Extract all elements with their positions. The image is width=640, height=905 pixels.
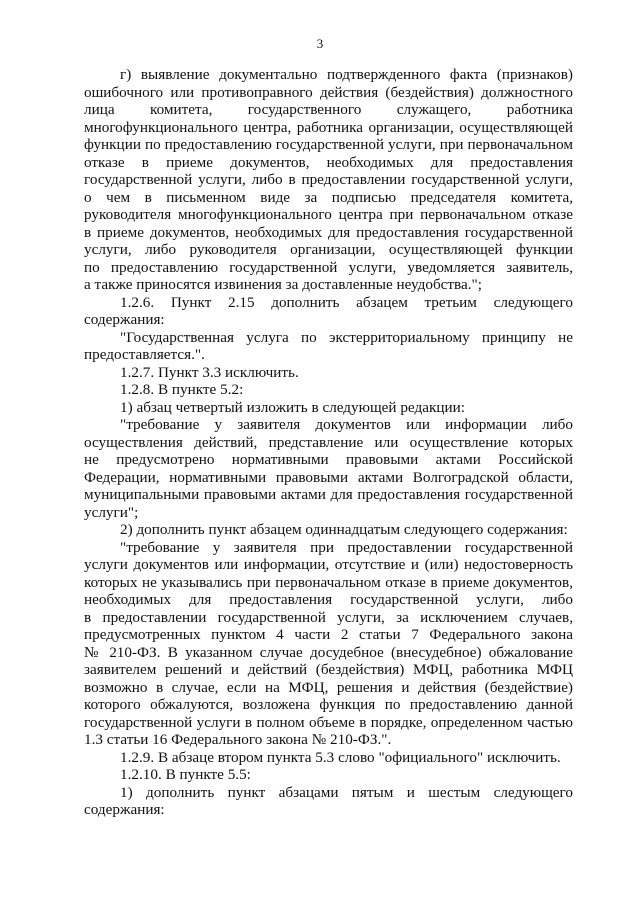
text-line: которого обжалуются, возложена функция по предоставлению данной <box>84 696 573 713</box>
text-line: 1) дополнить пункт абзацами пятым и шестым следующего <box>120 783 573 801</box>
text-line: необходимых для предоставления государственной услуги, либо <box>84 591 573 608</box>
text-line: услуги документов или информации, отсутствие и (или) недостоверность <box>84 556 573 573</box>
text-line: предоставляется.". <box>84 346 205 363</box>
text-line: содержания: <box>84 311 165 328</box>
text-line: 1) абзац четвертый изложить в следующей редакции: <box>120 398 465 416</box>
text-line: ошибочного или противоправного действия (бездействия) должностного <box>84 83 573 101</box>
document-body <box>84 66 573 819</box>
text-line: о чем в письменном виде за подписью председателя комитета, <box>84 188 573 206</box>
text-line: в предоставлении государственной услуги, за исключением случаев, <box>84 608 573 626</box>
text-line: 1.2.8. В пункте 5.2: <box>120 381 244 398</box>
text-line: г) выявление документально подтвержденного факта (признаков) <box>120 66 573 83</box>
text-line: которых не указывались при первоначальном отказе в приеме документов, <box>84 573 573 591</box>
text-line: 1.3 статьи 16 Федерального закона № 210-ФЗ.". <box>84 731 392 748</box>
page-number: 3 <box>316 36 324 51</box>
text-line: Федерации, нормативными правовыми актами Волгоградской области, <box>84 468 573 486</box>
text-line: многофункционального центра, работника организации, осуществляющей <box>84 118 573 136</box>
text-line: лица комитета, государственного служащего, работника <box>84 101 573 118</box>
text-line: государственной услуги, либо в предоставлении государственной услуги, <box>84 171 573 188</box>
text-line: "требование у заявителя при предоставлении государственной <box>120 538 573 556</box>
text-line: содержания: <box>84 801 165 818</box>
text-line: услуги"; <box>84 503 139 521</box>
text-line: государственной услуги в полном объеме в порядке, определенном частью <box>84 713 573 731</box>
text-line: 1.2.9. В абзаце втором пункта 5.3 слово "официального" исключить. <box>120 748 561 766</box>
text-line: услуги, либо руководителя организации, осуществляющей функции <box>84 241 573 258</box>
text-line: 1.2.6. Пункт 2.15 дополнить абзацем третьим следующего <box>120 293 573 311</box>
text-line: возможно в случае, если на МФЦ, решения и действия (бездействие) <box>84 678 573 696</box>
text-line: по предоставлению государственной услуги, уведомляется заявитель, <box>84 258 573 276</box>
text-line: в приеме документов, необходимых для предоставления государственной <box>84 223 573 241</box>
text-line: "Государственная услуга по экстерриториальному принципу не <box>120 328 573 346</box>
text-line: заявителем решений и действий (бездействия) МФЦ, работника МФЦ <box>84 661 573 678</box>
text-line: "требование у заявителя документов или информации либо <box>120 416 573 433</box>
text-line: руководителя многофункционального центра при первоначальном отказе <box>84 206 573 223</box>
text-line: осуществления действий, представление или осуществление которых <box>84 433 573 451</box>
text-line: отказе в приеме документов, необходимых для предоставления <box>84 153 573 171</box>
text-line: не предусмотрено нормативными правовыми актами Российской <box>84 451 573 468</box>
text-line: муниципальными правовыми актами для предоставления государственной <box>84 486 573 503</box>
text-line: № 210-ФЗ. В указанном случае досудебное (внесудебное) обжалование <box>84 643 573 661</box>
text-line: функции по предоставлению государственной услуги, при первоначальном <box>84 136 573 153</box>
text-line: 2) дополнить пункт абзацем одиннадцатым следующего содержания: <box>120 521 568 538</box>
text-line: а также приносятся извинения за доставленные неудобства."; <box>84 276 482 293</box>
text-line: 1.2.7. Пункт 3.3 исключить. <box>120 363 299 381</box>
text-line: предусмотренных пунктом 4 части 2 статьи 7 Федерального закона <box>84 626 573 643</box>
text-line: 1.2.10. В пункте 5.5: <box>120 766 251 783</box>
